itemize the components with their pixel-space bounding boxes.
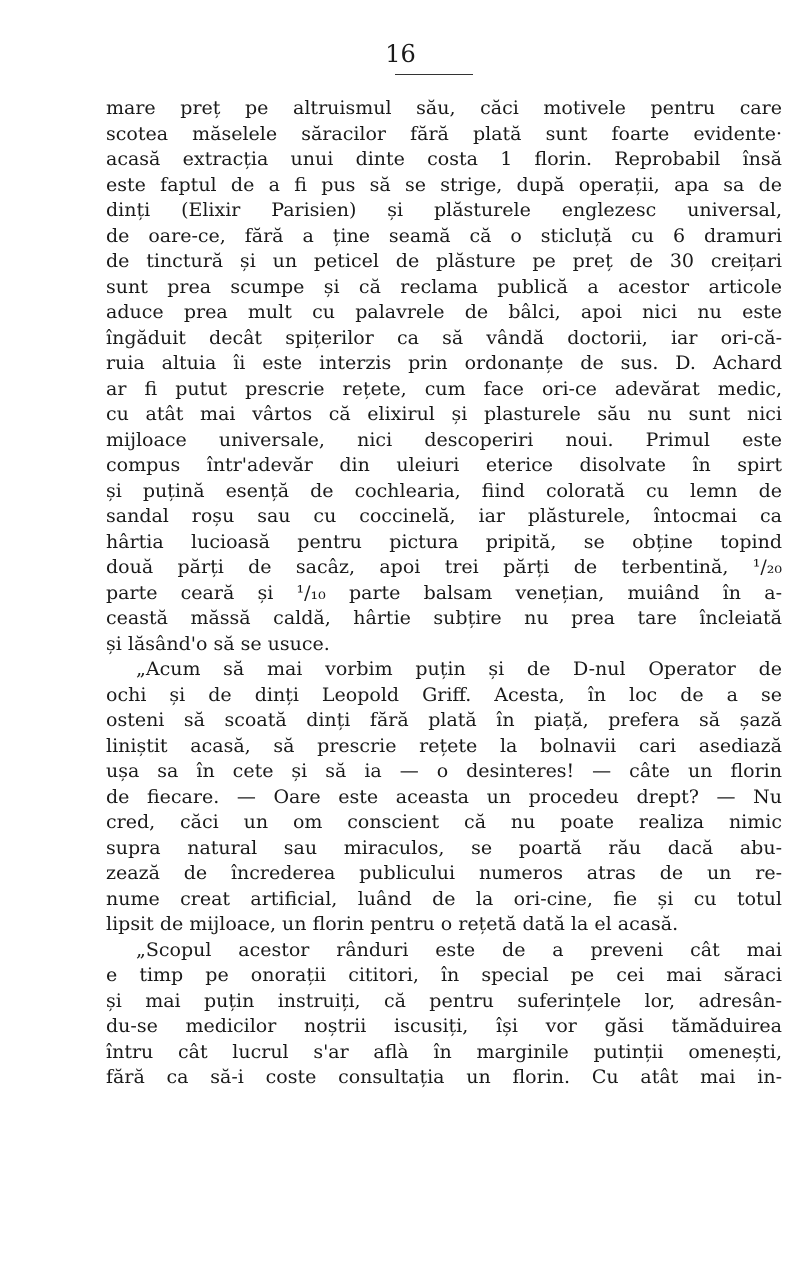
text-line: parte ceară și ¹/₁₀ parte balsam venețian, muiând în a- <box>106 581 782 604</box>
text-line: ochi și de dinți Leopold Griff. Acesta, în loc de a se <box>106 683 782 706</box>
text-line: lipsit de mijloace, un florin pentru o rețetă dată la el acasă. <box>106 913 679 935</box>
text-line: hârtia lucioasă pentru pictura pripită, se obține topind <box>106 530 782 553</box>
text-line: „Acum să mai vorbim puțin și de D-nul Operator de <box>136 658 782 680</box>
text-line: mijloace universale, nici descoperiri noui. Primul este <box>106 428 782 451</box>
text-line: și lăsând'o să se usuce. <box>106 632 330 655</box>
text-line: ruia altuia îi este interzis prin ordonanțe de sus. D. Achard <box>106 352 782 374</box>
text-line: zează de încrederea publicului numeros atras de un re- <box>106 862 782 884</box>
text-line: sunt prea scumpe și că reclama publică a acestor articole <box>106 275 782 298</box>
body-text <box>106 96 782 1091</box>
text-line: supra natural sau miraculos, se poartă rău dacă abu- <box>106 836 782 859</box>
text-line: fără ca să-i coste consultația un florin. Cu atât mai in- <box>106 1066 782 1088</box>
text-line: două părți de sacâz, apoi trei părți de terbentină, ¹/₂₀ <box>106 556 782 578</box>
text-line: întru cât lucrul s'ar aflà în marginile putinții omenești, <box>106 1040 782 1063</box>
text-line: sandal roșu sau cu coccinelă, iar plăsturele, întocmai ca <box>106 505 782 527</box>
text-line: și mai puțin instruiți, că pentru suferințele lor, adresân- <box>106 989 782 1012</box>
text-line: cu atât mai vârtos că elixirul și plasturele său nu sunt nici <box>106 403 782 425</box>
text-line: compus într'adevăr din uleiuri eterice disolvate în spirt <box>106 454 782 476</box>
text-line: e timp pe onorații cititori, în special pe cei mai săraci <box>106 964 782 986</box>
page-number: 16 <box>385 40 416 68</box>
text-line: îngăduit decât spițerilor ca să vândă doctorii, iar ori-că- <box>106 326 782 349</box>
text-line: acasă extracția unui dinte costa 1 florin. Reprobabil însă <box>106 148 782 170</box>
text-line: cred, căci un om conscient că nu poate realiza nimic <box>106 811 782 833</box>
text-line: nume creat artificial, luând de la ori-cine, fie și cu totul <box>106 887 782 910</box>
text-line: ușa sa în cete și să ia — o desinteres! — câte un florin <box>106 760 782 782</box>
text-line: este faptul de a fi pus să se strige, după operații, apa sa de <box>106 173 782 196</box>
text-line: „Scopul acestor rânduri este de a preveni cât mai <box>136 938 782 961</box>
text-line: ceastă măssă caldă, hârtie subțire nu prea tare încleiată <box>106 607 782 629</box>
text-line: de oare-ce, fără a ține seamă că o sticluță cu 6 dramuri <box>106 224 782 247</box>
page-number-rule <box>395 74 473 75</box>
text-line: liniștit acasă, să prescrie rețete la bolnavii cari asediază <box>106 734 782 757</box>
text-line: mare preț pe altruismul său, căci motivele pentru care <box>106 97 782 119</box>
text-line: du-se medicilor noștrii iscusiți, își vor găsi tămăduirea <box>106 1015 782 1037</box>
text-line: de tinctură și un peticel de plăsture pe preț de 30 creițari <box>106 250 782 272</box>
text-line: dinți (Elixir Parisien) și plăsturele englezesc universal, <box>106 199 782 221</box>
text-line: și puțină esență de cochlearia, fiind colorată cu lemn de <box>106 479 782 502</box>
text-line: osteni să scoată dinți fără plată în piață, prefera să șază <box>106 709 782 731</box>
text-line: ar fi putut prescrie rețete, cum face ori-ce adevărat medic, <box>106 377 782 400</box>
text-line: aduce prea mult cu palavrele de bâlci, apoi nici nu este <box>106 301 782 323</box>
text-line: de fiecare. — Oare este aceasta un procedeu drept? — Nu <box>106 785 782 808</box>
text-line: scotea măselele săracilor fără plată sunt foarte evidente· <box>106 122 782 145</box>
